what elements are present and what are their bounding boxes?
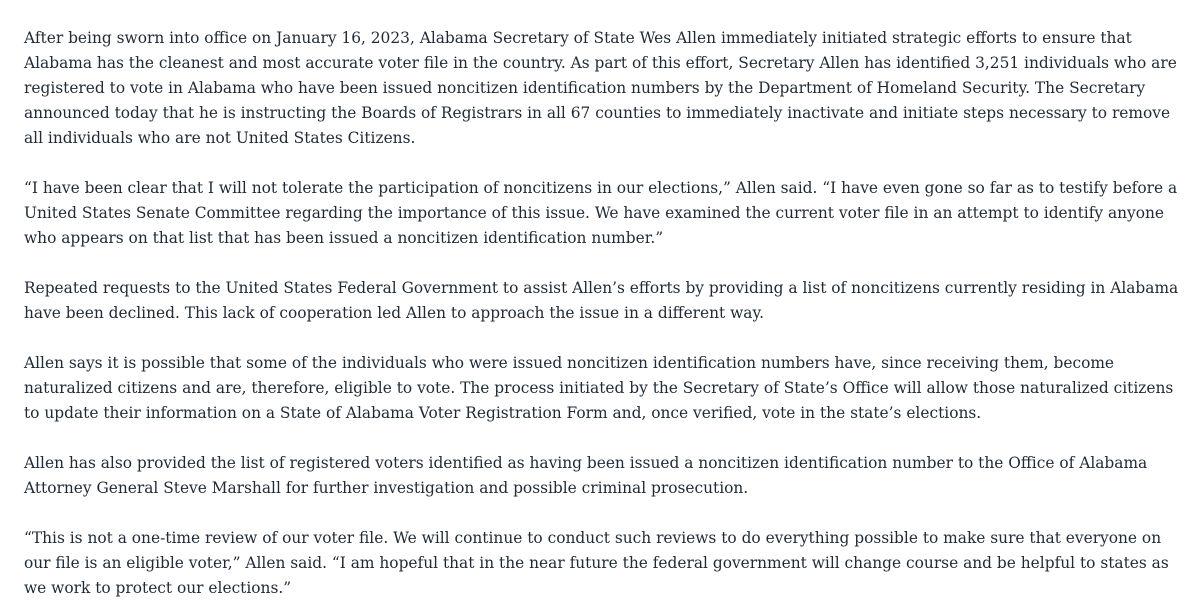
article-paragraph-4: Allen says it is possible that some of the individuals who were issued noncitizen identification numbers have, since receiving them, become naturalized citizens and are, therefore, eligible to vote. The process initiated by the Secretary of State’s Office will allow those naturalized citizens to update their information on a State of Alabama Voter Registration Form and, once verified, vote in the state’s elections. <box>24 354 1174 422</box>
article-paragraph-6: “This is not a one-time review of our voter file. We will continue to conduct such reviews to do everything possible to make sure that everyone on our file is an eligible voter,” Allen said. “I am hopeful that in the near future the federal government will change course and be helpful to states as we work to protect our elections.” <box>24 529 1169 597</box>
article-paragraph-5: Allen has also provided the list of registered voters identified as having been issued a noncitizen identification number to the Office of Alabama Attorney General Steve Marshall for further investigation and possible criminal prosecution. <box>24 454 1148 497</box>
article-paragraph-2: “I have been clear that I will not tolerate the participation of noncitizens in our elections,” Allen said. “I have even gone so far as to testify before a United States Senate Committee regarding the importance of this issue. We have examined the current voter file in an attempt to identify anyone who appears on that list that has been issued a noncitizen identification number.” <box>24 179 1178 247</box>
article-paragraph-3: Repeated requests to the United States Federal Government to assist Allen’s efforts by providing a list of noncitizens currently residing in Alabama have been declined. This lack of cooperation led Allen to approach the issue in a different way. <box>24 279 1179 322</box>
article-paragraph-1: After being sworn into office on January 16, 2023, Alabama Secretary of State Wes Allen immediately initiated strategic efforts to ensure that Alabama has the cleanest and most accurate voter file in the country. As part of this effort, Secretary Allen has identified 3,251 individuals who are registered to vote in Alabama who have been issued noncitizen identification numbers by the Department of Homeland Security. The Secretary announced today that he is instructing the Boards of Registrars in all 67 counties to immediately inactivate and initiate steps necessary to remove all individuals who are not United States Citizens. <box>24 29 1177 147</box>
